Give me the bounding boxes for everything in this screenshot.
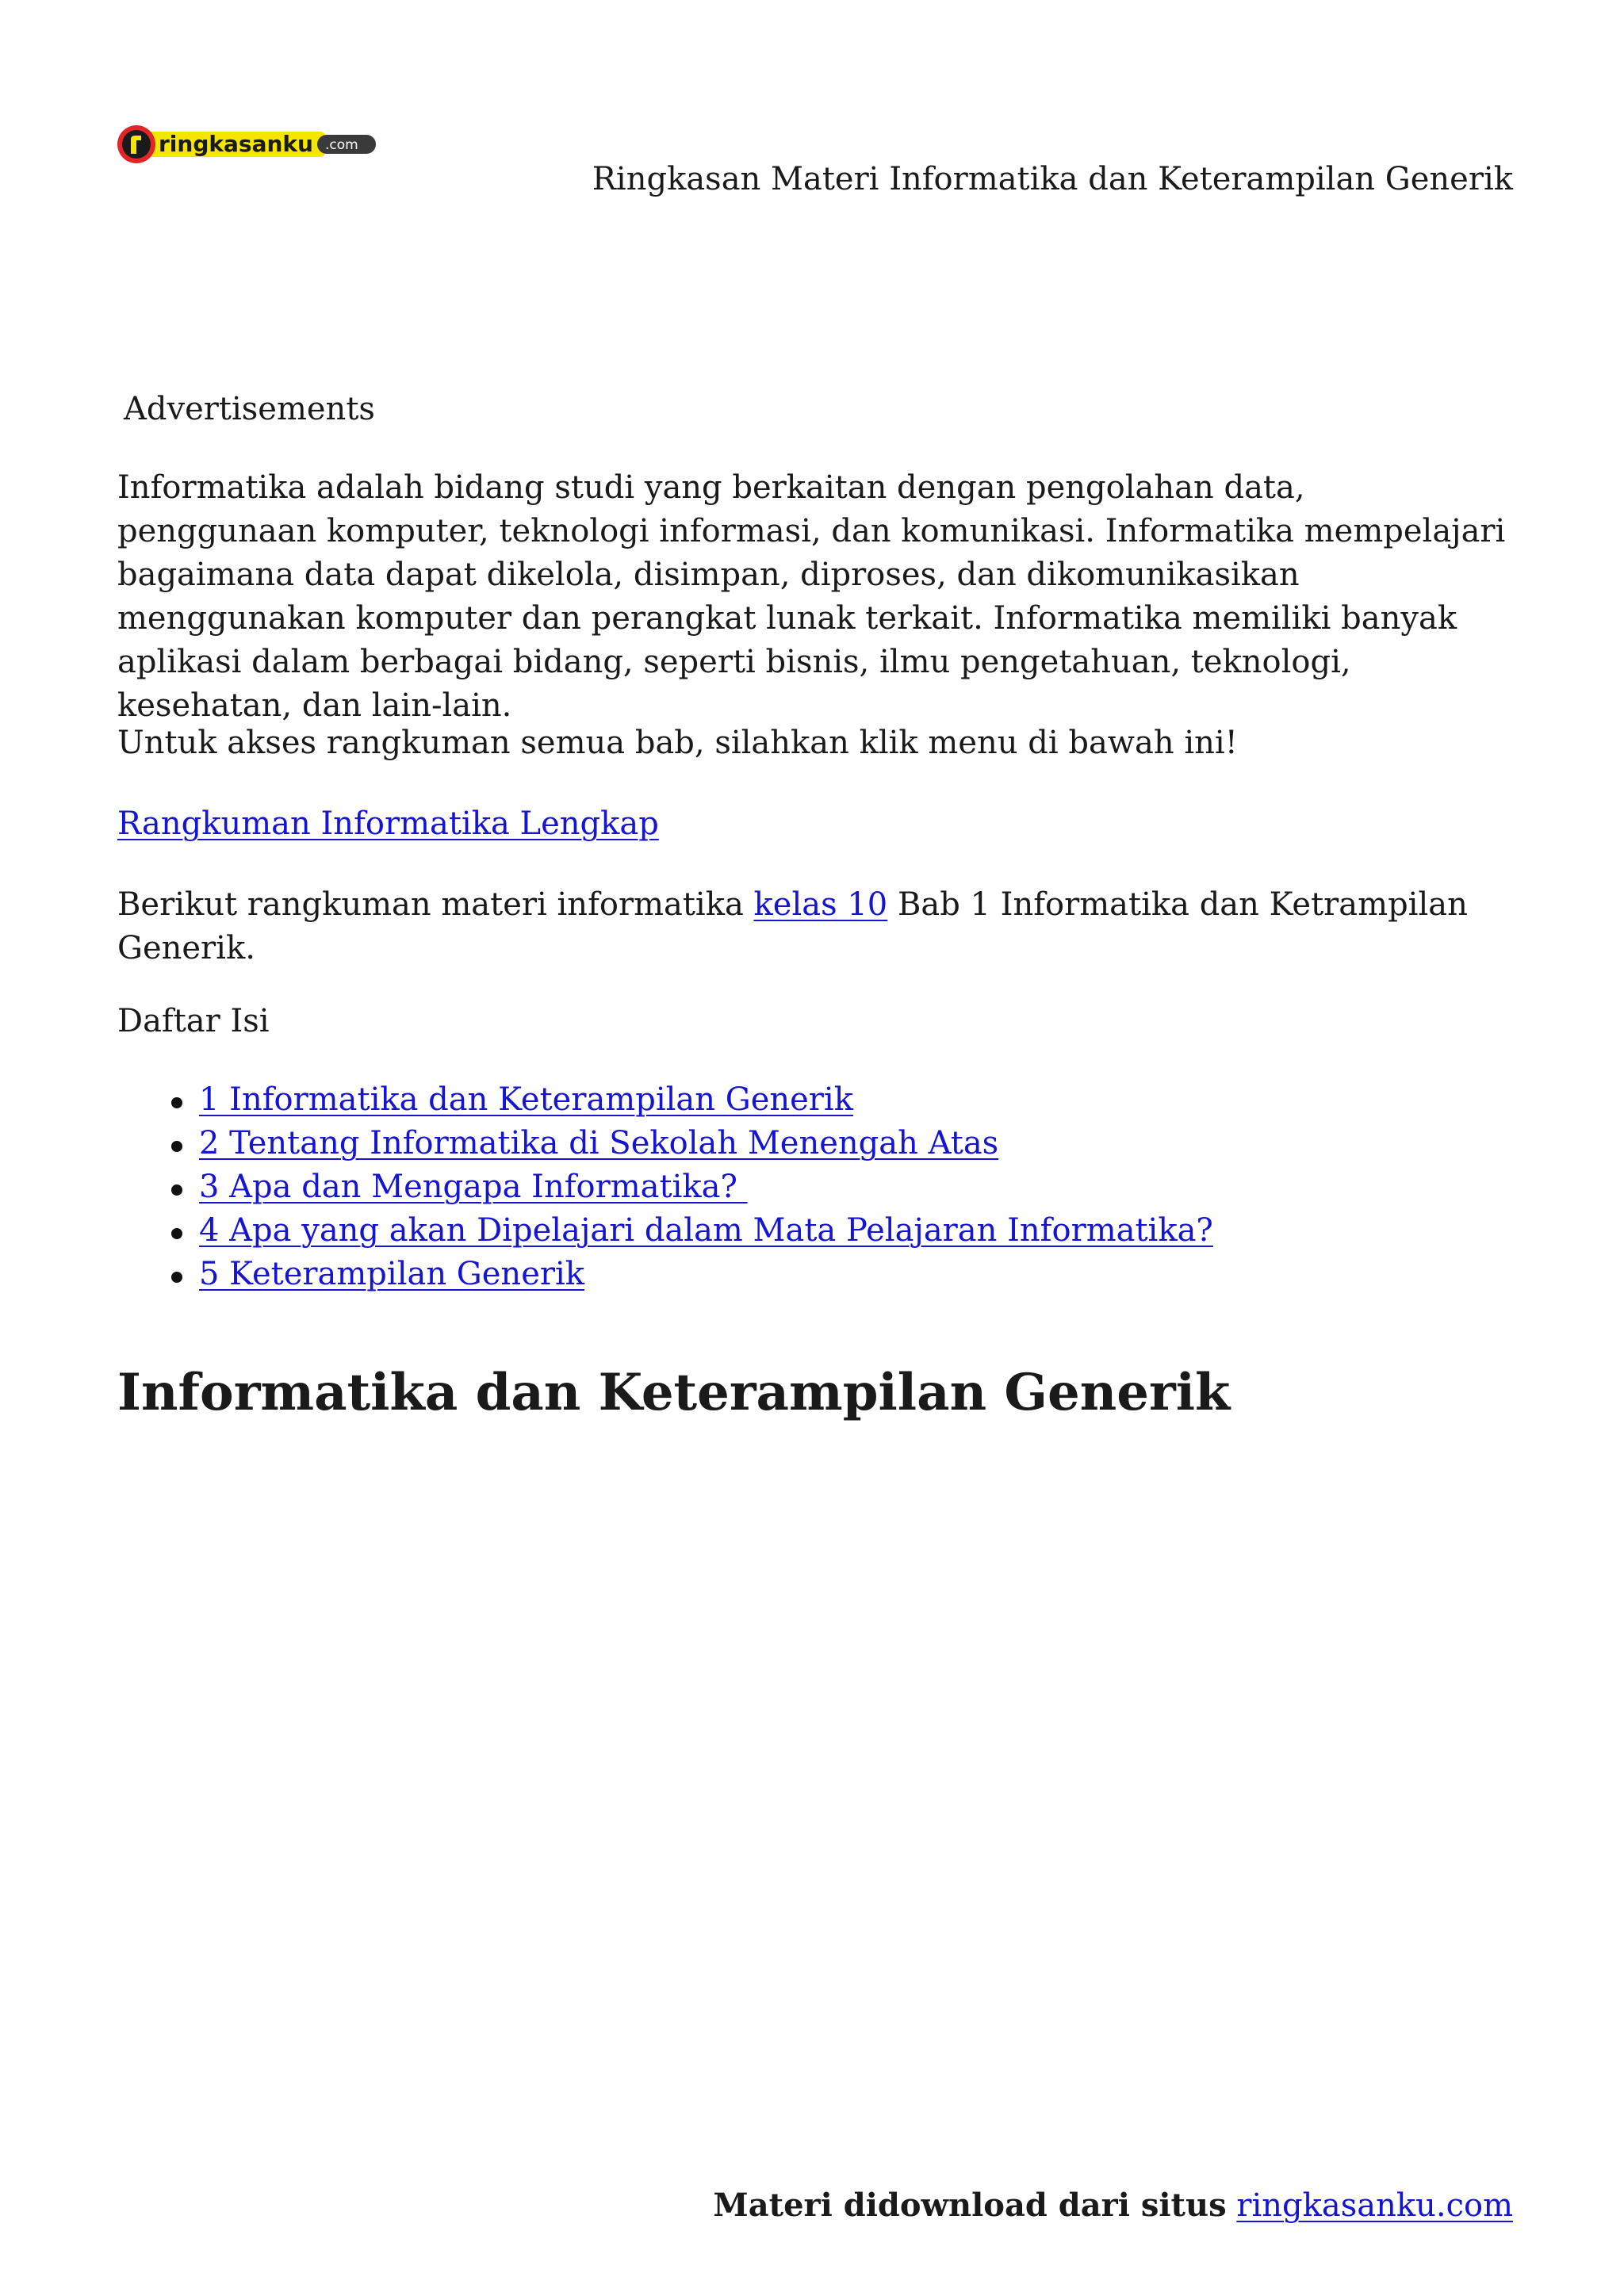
toc-link-4[interactable]: 4 Apa yang akan Dipelajari dalam Mata Pelajaran Informatika?	[199, 1212, 1213, 1249]
summary-line-after: Bab 1 Informatika dan Ketrampilan Generik.	[117, 886, 1468, 966]
section-heading: Informatika dan Keterampilan Generik	[117, 1363, 1231, 1422]
full-summary-link[interactable]: Rangkuman Informatika Lengkap	[117, 806, 659, 842]
summary-line-before: Berikut rangkuman materi informatika	[117, 886, 754, 923]
bullet-icon	[171, 1184, 182, 1196]
access-note: Untuk akses rangkuman semua bab, silahkan klik menu di bawah ini!	[117, 725, 1238, 761]
ads-label: Advertisements	[124, 391, 375, 427]
toc-item	[117, 1078, 1213, 1122]
footer-site-link[interactable]: ringkasanku.com	[1236, 2187, 1513, 2224]
toc-item	[117, 1209, 1213, 1253]
document-page	[117, 0, 1513, 2296]
toc-item	[117, 1165, 1213, 1209]
logo-text: ringkasanku	[159, 131, 313, 157]
summary-line	[117, 883, 1513, 970]
full-summary-paragraph	[117, 802, 1513, 846]
toc-link-3[interactable]: 3 Apa dan Mengapa Informatika?	[199, 1169, 748, 1205]
bullet-icon	[171, 1228, 182, 1239]
kelas-10-link[interactable]: kelas 10	[753, 886, 888, 923]
header-title: Ringkasan Materi Informatika dan Keterampilan Generik	[592, 161, 1513, 197]
toc-link-1[interactable]: 1 Informatika dan Keterampilan Generik	[199, 1081, 853, 1118]
bullet-icon	[171, 1272, 182, 1283]
toc-title: Daftar Isi	[117, 1003, 270, 1039]
toc-link-5[interactable]: 5 Keterampilan Generik	[199, 1256, 585, 1292]
footer	[713, 2182, 1513, 2229]
footer-text: Materi didownload dari situs	[713, 2187, 1227, 2224]
bullet-icon	[171, 1141, 182, 1152]
intro-paragraph: Informatika adalah bidang studi yang berkaitan dengan pengolahan data, penggunaan komputer, teknologi informasi, dan komunikasi. Informatika mempelajari bagaimana data dapat dikelola, disimpan, diproses, dan dikomunikasikan menggunakan komputer dan perangkat lunak terkait. Informatika memiliki banyak aplikasi dalam berbagai bidang, seperti bisnis, ilmu pengetahuan, teknologi, kesehatan, dan lain-lain.	[117, 469, 1506, 724]
toc-item	[117, 1253, 1213, 1296]
bullet-icon	[171, 1097, 182, 1108]
toc-item	[117, 1122, 1213, 1165]
site-logo[interactable]	[117, 124, 376, 165]
table-of-contents	[117, 1078, 1213, 1296]
toc-link-2[interactable]: 2 Tentang Informatika di Sekolah Menengah Atas	[199, 1125, 999, 1161]
logo-tld: .com	[325, 137, 358, 153]
